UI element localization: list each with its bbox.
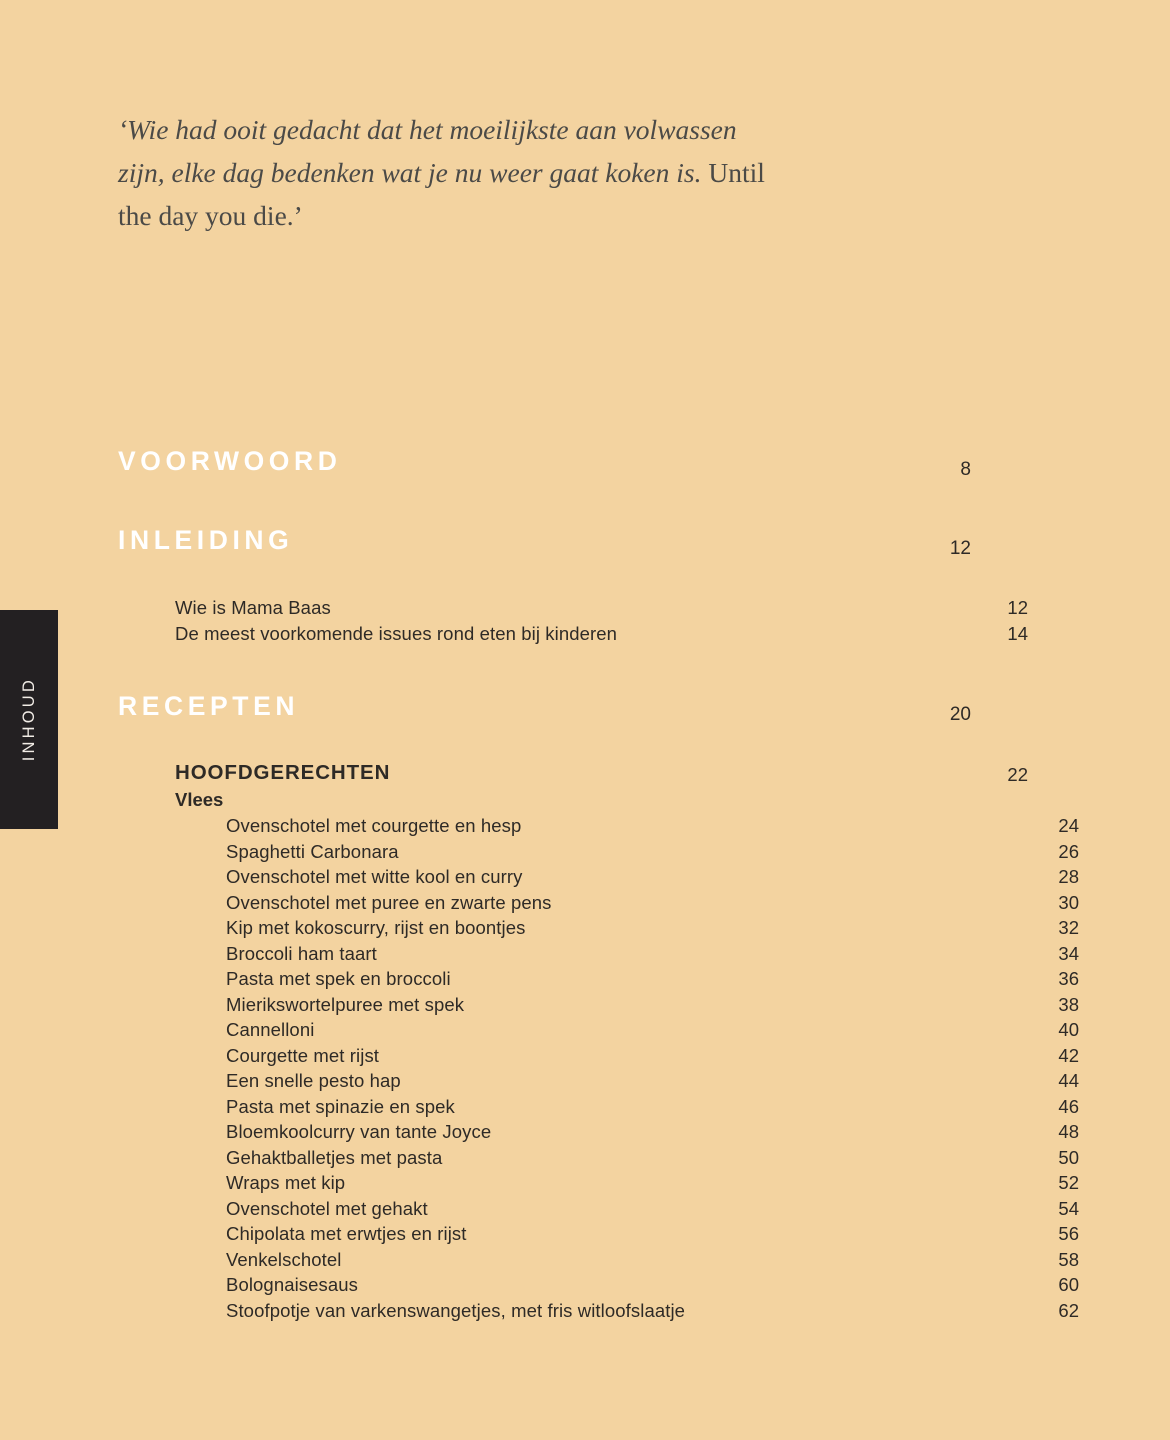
toc-page-recepten: 20 [949, 704, 971, 725]
toc-recipe-title: Ovenschotel met courgette en hesp [226, 815, 522, 836]
toc-recipe-page: 40 [1058, 1019, 1079, 1040]
toc-group-title: Vlees [175, 789, 224, 810]
toc-recipe-page: 44 [1058, 1070, 1079, 1091]
toc-recipe-page: 36 [1058, 968, 1079, 989]
toc-subentry-page: 12 [1007, 597, 1028, 618]
toc-recipe-page: 24 [1058, 815, 1079, 836]
toc-group-vlees [118, 787, 1028, 813]
toc-recipe-title: Cannelloni [226, 1019, 315, 1040]
toc-recipe-page: 48 [1058, 1121, 1079, 1142]
toc-recipe-page: 46 [1058, 1095, 1079, 1117]
toc-recipe-title: Chipolata met erwtjes en rijst [226, 1223, 467, 1244]
toc-recipe-entry[interactable] [118, 966, 1079, 992]
toc-recipe-page: 30 [1058, 891, 1079, 913]
toc-recipe-title: Bloemkoolcurry van tante Joyce [226, 1121, 492, 1142]
toc-recipe-entry[interactable] [118, 1272, 1079, 1298]
quote-italic-text: ‘Wie had ooit gedacht dat het moeilijkste aan volwassen zijn, elke dag bedenken wat je nu weer gaat koken is. [118, 114, 737, 188]
toc-subentry[interactable] [118, 595, 1028, 621]
toc-recipe-page: 28 [1058, 866, 1079, 887]
toc-subentry-page: 14 [1007, 622, 1028, 644]
toc-recipe-page: 62 [1058, 1299, 1079, 1321]
toc-page-voorwoord: 8 [960, 459, 971, 480]
spacer [118, 561, 971, 595]
toc-recipe-page: 42 [1058, 1044, 1079, 1066]
toc-recipe-title: Venkelschotel [226, 1248, 342, 1270]
toc-recipe-entry[interactable] [118, 1298, 1079, 1324]
spacer [118, 727, 971, 759]
spacer [118, 482, 971, 523]
chapter-tab-label: INHOUD [19, 677, 38, 762]
toc-entry-inleiding[interactable] [118, 523, 971, 561]
toc-recipe-title: Wraps met kip [226, 1172, 346, 1193]
toc-recipe-entry[interactable] [118, 890, 1079, 916]
toc-recipe-page: 56 [1058, 1223, 1079, 1244]
toc-recipe-title: Een snelle pesto hap [226, 1070, 401, 1091]
toc-recipe-entry[interactable] [118, 1068, 1079, 1094]
toc-recipe-entry[interactable] [118, 1221, 1079, 1247]
toc-recipe-title: Spaghetti Carbonara [226, 840, 399, 862]
toc-recipe-entry[interactable] [118, 1247, 1079, 1273]
toc-recipe-entry[interactable] [118, 1017, 1079, 1043]
toc-recipe-page: 58 [1058, 1248, 1079, 1270]
toc-title-voorwoord: VOORWOORD [118, 446, 342, 476]
toc-section-page: 22 [1007, 764, 1028, 785]
toc-recipe-page: 52 [1058, 1172, 1079, 1193]
toc-recipe-entry[interactable] [118, 1145, 1079, 1171]
toc-recipe-entry[interactable] [118, 992, 1079, 1018]
toc-recipe-entry[interactable] [118, 1043, 1079, 1069]
toc-recipe-entry[interactable] [118, 1119, 1079, 1145]
toc-recipe-title: Kip met kokoscurry, rijst en boontjes [226, 917, 526, 938]
toc-recipe-page: 26 [1058, 840, 1079, 862]
chapter-tab-inhoud [0, 610, 58, 829]
toc-recipe-entry[interactable] [118, 1170, 1079, 1196]
toc-section-hoofdgerechten[interactable] [118, 759, 1028, 787]
toc-recipe-page: 60 [1058, 1274, 1079, 1295]
toc-entry-voorwoord[interactable] [118, 444, 971, 482]
epigraph-quote [118, 108, 778, 237]
toc-recipe-title: Pasta met spinazie en spek [226, 1095, 455, 1117]
toc-recipe-title: Gehaktballetjes met pasta [226, 1146, 443, 1168]
toc-recipe-list [118, 813, 1079, 1323]
quote-roman-text: Until the day you die.’ [118, 157, 765, 231]
toc-recipe-entry[interactable] [118, 1094, 1079, 1120]
table-of-contents [118, 444, 1079, 1323]
toc-entry-recepten[interactable] [118, 689, 971, 727]
toc-page-inleiding: 12 [949, 538, 971, 559]
toc-recipe-title: Ovenschotel met puree en zwarte pens [226, 891, 552, 913]
toc-recipe-page: 38 [1058, 993, 1079, 1015]
toc-recipe-entry[interactable] [118, 864, 1079, 890]
toc-recipe-title: Ovenschotel met gehakt [226, 1197, 428, 1219]
toc-recipe-entry[interactable] [118, 915, 1079, 941]
toc-subentry-title: Wie is Mama Baas [175, 597, 331, 618]
toc-recipe-entry[interactable] [118, 813, 1079, 839]
toc-recipe-title: Ovenschotel met witte kool en curry [226, 866, 523, 887]
toc-recipe-page: 50 [1058, 1146, 1079, 1168]
toc-recipe-title: Broccoli ham taart [226, 942, 377, 964]
toc-title-recepten: RECEPTEN [118, 691, 300, 721]
toc-subentry-title: De meest voorkomende issues rond eten bij kinderen [175, 622, 618, 644]
toc-recipe-entry[interactable] [118, 839, 1079, 865]
toc-recipe-entry[interactable] [118, 941, 1079, 967]
toc-section-title: HOOFDGERECHTEN [175, 761, 391, 784]
spacer [118, 646, 971, 689]
toc-title-inleiding: INLEIDING [118, 525, 294, 555]
toc-subentry[interactable] [118, 621, 1028, 647]
toc-recipe-title: Bolognaisesaus [226, 1274, 359, 1295]
toc-recipe-page: 34 [1058, 942, 1079, 964]
toc-recipe-page: 32 [1058, 917, 1079, 938]
toc-recipe-title: Stoofpotje van varkenswangetjes, met fris witloofslaatje [226, 1299, 686, 1321]
toc-recipe-title: Mierikswortelpuree met spek [226, 993, 465, 1015]
toc-recipe-page: 54 [1058, 1197, 1079, 1219]
toc-recipe-entry[interactable] [118, 1196, 1079, 1222]
toc-recipe-title: Courgette met rijst [226, 1044, 380, 1066]
toc-recipe-title: Pasta met spek en broccoli [226, 968, 451, 989]
